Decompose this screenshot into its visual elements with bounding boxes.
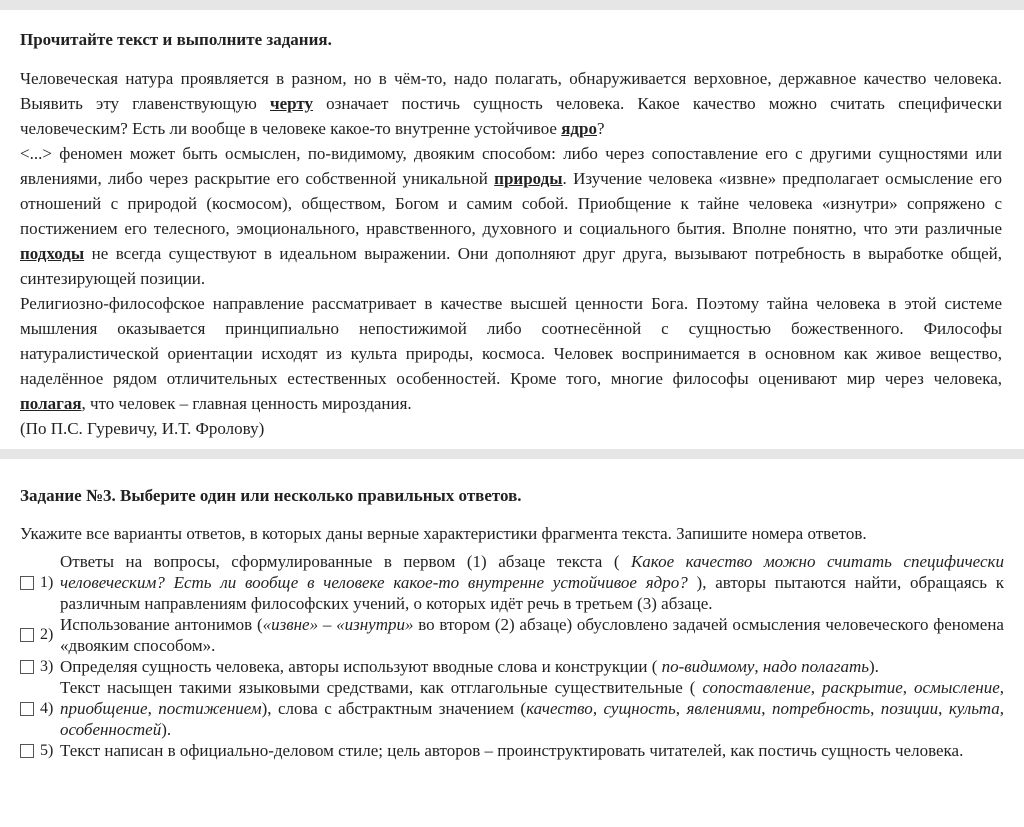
answer-option-4 <box>20 677 1004 740</box>
source-note: (По П.С. Гуревичу, И.Т. Фролову) <box>20 419 265 438</box>
text-run: , <box>592 699 604 718</box>
italic-quote: приобщение <box>60 699 148 718</box>
text-run: , <box>761 699 772 718</box>
answer-checkbox-5[interactable] <box>20 744 34 758</box>
text-run: , <box>675 699 687 718</box>
answer-option-1 <box>20 551 1004 614</box>
task-instruction: Укажите все варианты ответов, в которых даны верные характеристики фрагмента текста. Запишите номера ответов. <box>20 524 867 543</box>
text-run: , <box>999 678 1005 697</box>
option-number: 2) <box>40 626 54 643</box>
answer-option-2 <box>20 614 1004 656</box>
option-text <box>60 614 1004 656</box>
paragraph-2 <box>20 141 1002 291</box>
text-run: , <box>938 699 949 718</box>
task-section <box>0 459 1024 761</box>
paragraph-3 <box>20 291 1002 416</box>
italic-quote: культа <box>948 699 1000 718</box>
answer-checkbox-4[interactable] <box>20 702 34 716</box>
answer-option-5 <box>20 740 1004 761</box>
option-text <box>60 677 1004 740</box>
italic-quote: надо полагать <box>762 657 870 676</box>
italic-quote: качество <box>526 699 593 718</box>
keyword: ядро <box>561 119 597 138</box>
text-run: Текст насыщен такими языковыми средствами, как отглагольные существительные ( <box>60 678 703 697</box>
task-heading: Задание №3. Выберите один или несколько правильных ответов. <box>20 486 522 505</box>
italic-quote: явлениями <box>686 699 762 718</box>
reading-heading: Прочитайте текст и выполните задания. <box>20 30 332 49</box>
answer-checkbox-1[interactable] <box>20 576 34 590</box>
text-run: ), слова с абстрактным значением ( <box>261 699 527 718</box>
keyword: черту <box>269 94 313 113</box>
text-run: , <box>147 699 159 718</box>
reading-text <box>20 66 1002 441</box>
text-run: ). <box>161 720 172 739</box>
answer-options <box>20 551 1004 761</box>
top-band <box>0 0 1024 10</box>
italic-quote: сущность <box>603 699 676 718</box>
italic-quote: осмысление <box>913 678 1000 697</box>
text-run: . Изучение человека «извне» предполагает осмысление его отношений с природой (космосом), обществом, Богом и самим собой. Приобщение к тайне человека «изнутри» сопряжено с постижением его телесного, эмоционального, нравственного, духовного и социального бытия. Вполне понятно, что эти различные <box>20 169 1002 238</box>
text-run: Использование антонимов ( <box>60 615 263 634</box>
option-text <box>60 551 1004 614</box>
text-run: , <box>810 678 822 697</box>
option-text <box>60 656 1004 677</box>
italic-quote: Какое качество можно считать специфически человеческим? Есть ли вообще в человеке какое-то внутренне устойчивое ядро? <box>60 552 1004 592</box>
italic-quote: раскрытие <box>821 678 903 697</box>
italic-quote: потребность <box>771 699 871 718</box>
text-run: Человеческая натура проявляется в разном, но в чём-то, надо полагать, обнаруживается верховное, державное качество человека. Выявить эту главенствующую <box>20 69 1002 113</box>
text-run: Ответы на вопросы, сформулированные в первом (1) абзаце текста ( <box>60 552 631 571</box>
paragraph-1 <box>20 66 1002 141</box>
reading-section <box>0 10 1024 441</box>
answer-checkbox-3[interactable] <box>20 660 34 674</box>
option-number: 1) <box>40 573 54 591</box>
keyword: природы <box>494 169 563 188</box>
text-run: не всегда существуют в идеальном выражении. Они дополняют друг друга, вызывают потребность в выработке общей, синтезирующей позиции. <box>20 244 1002 288</box>
text-run: Религиозно-философское направление рассматривает в качестве высшей ценности Бога. Поэтому тайна человека в этой системе мышления оказывается принципиально непостижимой либо соотнесённой с сущностью божественного. Философы натуралистической ориентации исходят из культа природы, космоса. Человек воспринимается в основном как живое вещество, наделённое рядом отличительных естественных особенностей. Кроме того, многие философы оценивают мир через человека, <box>20 294 1002 388</box>
text-run: означает постичь сущность человека. Какое качество можно считать специфически человеческим? Есть ли вообще в человеке какое-то внутренне устойчивое <box>20 94 1002 138</box>
italic-quote: по-видимому <box>661 657 755 676</box>
text-run: во втором (2) абзаце) обусловлено задачей осмысления человеческого феномена «двояким способом». <box>60 615 1004 655</box>
text-run: Определяя сущность человека, авторы используют вводные слова и конструкции ( <box>60 657 662 676</box>
text-run: ? <box>597 119 605 138</box>
answer-option-3 <box>20 656 1004 677</box>
italic-quote: особенностей <box>60 720 162 739</box>
text-run: , <box>999 699 1005 718</box>
text-run: , <box>902 678 914 697</box>
text-run: , <box>754 657 763 676</box>
text-run: ). <box>869 657 879 676</box>
keyword: подходы <box>20 244 85 263</box>
text-run: ), авторы пытаются найти, обращаясь к различным направлениям философских учений, о которых идёт речь в третьем (3) абзаце. <box>60 573 1005 613</box>
option-text <box>60 740 1004 761</box>
text-run: , что человек – главная ценность мироздания. <box>81 394 412 413</box>
italic-quote: «извне» – «изнутри» <box>262 615 414 634</box>
italic-quote: позиции <box>880 699 939 718</box>
option-number: 4) <box>40 699 54 717</box>
answer-checkbox-2[interactable] <box>20 628 34 642</box>
option-number: 5) <box>40 741 54 759</box>
italic-quote: постижением <box>158 699 262 718</box>
option-number: 3) <box>40 657 54 675</box>
keyword: полагая <box>20 394 82 413</box>
text-run: , <box>870 699 881 718</box>
section-divider <box>0 449 1024 459</box>
text-run: Текст написан в официально-деловом стиле; цель авторов – проинструктировать читателей, как постичь сущность человека. <box>60 741 964 760</box>
italic-quote: сопоставление <box>702 678 811 697</box>
text-run: <...> феномен может быть осмыслен, по-видимому, двояким способом: либо через сопоставление его с другими сущностями или явлениями, либо через раскрытие его собственной уникальной <box>20 144 1002 188</box>
